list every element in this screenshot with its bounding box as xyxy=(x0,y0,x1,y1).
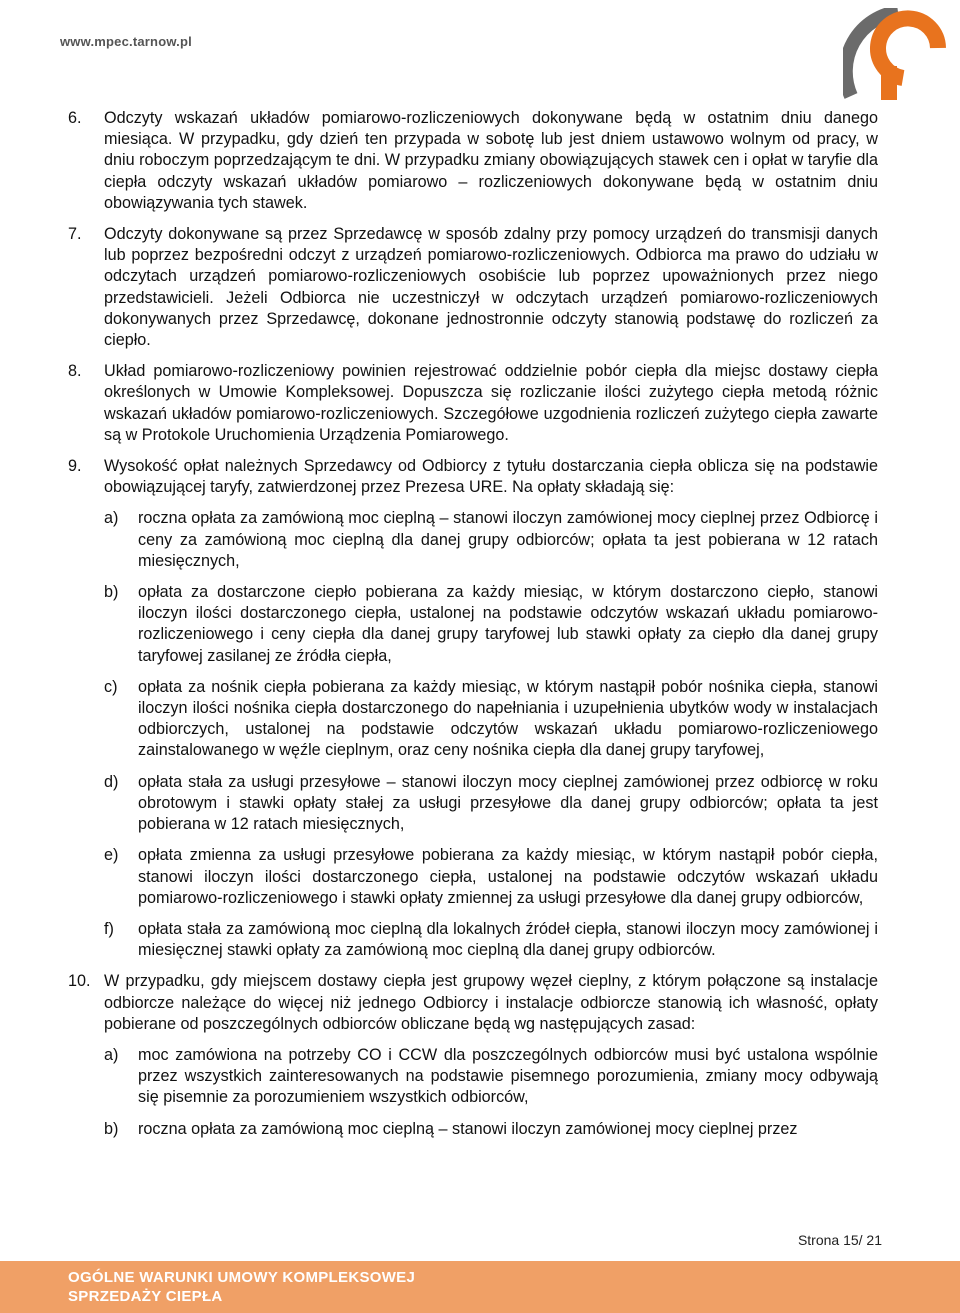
sub-item-b xyxy=(104,582,878,667)
paragraph-number: 7. xyxy=(68,225,82,244)
sub-item-e xyxy=(104,845,878,909)
sub-item-d xyxy=(104,772,878,836)
paragraph-text: Wysokość opłat należnych Sprzedawcy od Odbiorcy z tytułu dostarczania ciepła oblicza się na podstawie obowiązującej taryfy, zatwierdzonej przez Prezesa URE. Na opłaty składają się: xyxy=(104,457,878,497)
sub-item-b xyxy=(104,1119,878,1140)
footer-title-line-2: SPRZEDAŻY CIEPŁA xyxy=(68,1288,223,1305)
page-number: Strona 15/ 21 xyxy=(797,1232,882,1248)
paragraph-10 xyxy=(68,971,878,1139)
sub-item-text: opłata stała za zamówioną moc cieplną dla lokalnych źródeł ciepła, stanowi iloczyn mocy zamówionej i miesięcznej stawki opłaty za zamówioną moc cieplną dla danej grupy odbiorców. xyxy=(138,919,878,960)
mpec-logo xyxy=(843,8,953,100)
logo-orange-bar xyxy=(881,66,897,100)
sub-item-text: opłata za dostarczone ciepło pobierana za każdy miesiąc, w którym dostarczono ciepło, stanowi iloczyn ilości dostarczonego ciepła, ustalonej na podstawie odczytów wskazań układu pomiarowo-rozliczeniowego i ceny ciepła dla danej grupy taryfowej lub stawki opłaty za ciepło dla danej grupy taryfowej zasilanej ze źródła ciepła, xyxy=(138,583,878,665)
paragraph-number: 8. xyxy=(68,362,82,381)
sub-item-letter: a) xyxy=(104,1045,119,1064)
paragraph-text: Odczyty dokonywane są przez Sprzedawcę w sposób zdalny przy pomocy urządzeń do transmisji danych lub poprzez bezpośredni odczyt z urządzeń pomiarowo-rozliczeniowych. Odbiorca ma prawo do udziału w odczytach urządzeń pomiarowo-rozliczeniowych osobiście lub poprzez upoważnionych przez niego przedstawicieli. Jeżeli Odbiorca nie uczestniczył w odczytach urządzeń pomiarowo-rozliczeniowych dokonywanych przez Sprzedawcę, dokonane jednostronnie odczyty stanowią podstawę do rozliczeń za ciepło. xyxy=(104,225,878,350)
sub-item-letter: e) xyxy=(104,846,119,865)
sub-item-text: opłata stała za usługi przesyłowe – stanowi iloczyn mocy cieplnej zamówionej przez odbiorcę w roku obrotowym i stawki opłaty stałej za usługi przesyłowe dla danej grupy odbiorców; opłata ta jest pobierana w 12 ratach miesięcznych, xyxy=(138,772,878,834)
paragraph-text: Odczyty wskazań układów pomiarowo-rozliczeniowych dokonywane będą w ostatnim dniu danego miesiąca. W przypadku, gdy dzień ten przypada w sobotę lub jest dniem ustawowo wolnym od pracy, w dniu roboczym poprzedzającym te dni. W przypadku zmiany obowiązujących stawek cen i opłat w taryfie dla ciepła odczyty wskazań układów pomiarowo – rozliczeniowych dokonywane będą w ostatnim dniu obowiązywania tych stawek. xyxy=(104,109,878,212)
paragraph-6 xyxy=(68,108,878,214)
sub-item-a xyxy=(104,508,878,572)
site-url: www.mpec.tarnow.pl xyxy=(60,34,192,49)
document-body xyxy=(68,108,878,1150)
sub-item-letter: c) xyxy=(104,677,118,696)
paragraph-number: 9. xyxy=(68,457,82,476)
sub-item-letter: b) xyxy=(104,583,119,602)
sub-item-letter: f) xyxy=(104,919,114,938)
sub-item-letter: a) xyxy=(104,509,119,528)
sub-item-c xyxy=(104,677,878,762)
paragraph-text: W przypadku, gdy miejscem dostawy ciepła jest grupowy węzeł cieplny, z którym połączone są instalacje odbiorcze należące do więcej niż jednego Odbiorcy i instalacje odbiorcze stanowią ich własność, opłaty pobierane od poszczególnych odbiorców obliczane będą wg następujących zasad: xyxy=(104,972,878,1033)
paragraph-text: Układ pomiarowo-rozliczeniowy powinien rejestrować oddzielnie pobór ciepła dla miejsc dostawy ciepła określonych w Umowie Kompleksowej. Dopuszcza się rozliczanie ilości zużytego ciepła metodą różnic wskazań układów pomiarowo-rozliczeniowych. Szczegółowe uzgodnienia rozliczeń zużytego ciepła zawarte są w Protokole Uruchomienia Urządzenia Pomiarowego. xyxy=(104,362,878,444)
sub-item-a xyxy=(104,1045,878,1109)
sub-item-text: roczna opłata za zamówioną moc cieplną – stanowi iloczyn zamówionej mocy cieplnej przez xyxy=(138,1119,798,1138)
sub-item-text: opłata za nośnik ciepła pobierana za każdy miesiąc, w którym nastąpił pobór nośnika ciepła, stanowi iloczyn ilości nośnika ciepła dostarczonego do napełniania i uzupełnienia ubytków wody w instalacjach odbiorczych, ustalonej na podstawie odczytów wskazań układu pomiarowo-rozliczeniowego zainstalowanego w węźle cieplnym, oraz ceny nośnika ciepła dla danej grupy taryfowej, xyxy=(138,677,878,760)
paragraph-8 xyxy=(68,361,878,446)
paragraph-number: 10. xyxy=(68,972,91,991)
sub-item-text: moc zamówiona na potrzeby CO i CCW dla poszczególnych odbiorców musi być ustalona wspólnie przez wszystkich zainteresowanych na podstawie pisemnego porozumienia, zmiany mocy odbywają się pisemnie za porozumieniem wszystkich odbiorców, xyxy=(138,1045,878,1107)
sub-item-text: opłata zmienna za usługi przesyłowe pobierana za każdy miesiąc, w którym nastąpił pobór ciepła, stanowi iloczyn ilości dostarczonego ciepła, ustalonej na podstawie odczytów wskazań układu pomiarowo-rozliczeniowego i stawki opłaty zmiennej za usługi przesyłowe dla danej grupy odbiorców, xyxy=(138,846,878,907)
sub-item-letter: b) xyxy=(104,1119,119,1138)
paragraph-number: 6. xyxy=(68,109,82,127)
footer-title-line-1: OGÓLNE WARUNKI UMOWY KOMPLEKSOWEJ xyxy=(68,1269,416,1286)
sub-item-f xyxy=(104,919,878,961)
footer-title xyxy=(68,1268,415,1306)
sub-item-letter: d) xyxy=(104,772,119,791)
paragraph-7 xyxy=(68,224,878,351)
paragraph-9 xyxy=(68,456,878,961)
sub-item-text: roczna opłata za zamówioną moc cieplną – stanowi iloczyn zamówionej mocy cieplnej przez Odbiorcę i ceny za zamówioną moc cieplną dla danej grupy odbiorców; opłata ta jest pobierana w 12 ratach miesięcznych, xyxy=(138,509,878,570)
